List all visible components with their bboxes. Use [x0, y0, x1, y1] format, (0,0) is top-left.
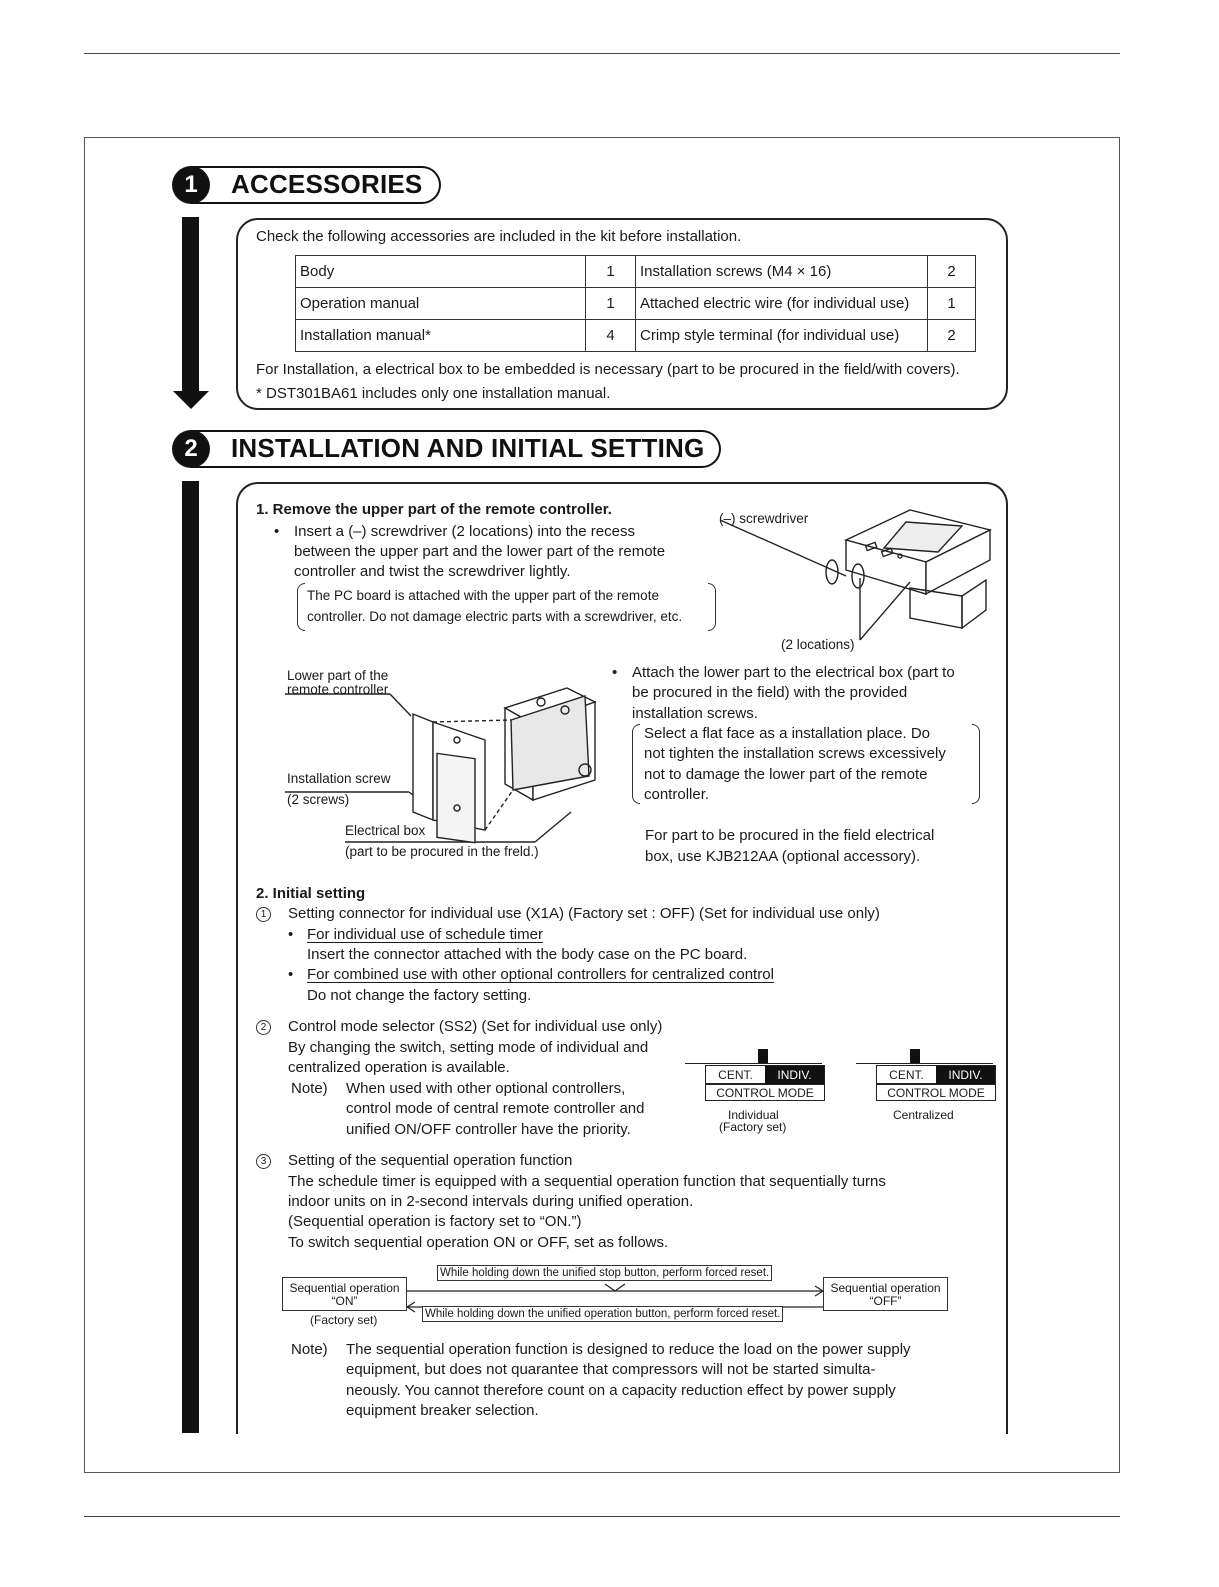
- section1-number: 1: [172, 166, 210, 204]
- accessories-note-box: For Installation, a electrical box to be embedded is necessary (part to be procured in the field/with covers).: [256, 361, 960, 378]
- step2-heading: 2. Initial setting: [256, 885, 366, 902]
- field-note-line: For part to be procured in the field electrical: [645, 827, 935, 844]
- attach-caution-line: Select a flat face as a installation place. Do: [644, 725, 930, 742]
- item2-note-line: control mode of central remote controller and: [346, 1100, 645, 1117]
- step1-line: Insert a (–) screwdriver (2 locations) into the recess: [294, 523, 635, 540]
- attach-line: be procured in the field) with the provided: [632, 684, 908, 701]
- switch1-knob: [758, 1049, 768, 1063]
- fig-label-locations: (2 locations): [781, 637, 855, 652]
- caution-line: The PC board is attached with the upper part of the remote: [307, 588, 659, 603]
- item3-line: indoor units on in 2-second intervals during unified operation.: [288, 1193, 694, 1210]
- section2-bar: [182, 481, 199, 1433]
- fig-label-screwdriver: (–) screwdriver: [719, 511, 809, 526]
- switch-cent-label: CENT.: [877, 1066, 936, 1084]
- table-cell: Body: [296, 256, 586, 288]
- item3-note-line: neously. You cannot therefore count on a capacity reduction effect by power supply: [346, 1382, 896, 1399]
- item3-note-line: equipment breaker selection.: [346, 1402, 539, 1419]
- switch1-caption: Individual: [728, 1108, 779, 1122]
- accessories-table: [295, 255, 976, 352]
- section1-arrow-head: [173, 391, 209, 411]
- fig-label-lower-part: remote controller: [287, 682, 389, 697]
- attach-caution-line: not tighten the installation screws excessively: [644, 745, 946, 762]
- section1-arrow-shaft: [182, 217, 199, 393]
- flow-on-label: Sequential operation: [289, 1281, 400, 1295]
- flow-label-operation: While holding down the unified operation button, perform forced reset.: [422, 1306, 783, 1322]
- step1-line: controller and twist the screwdriver lightly.: [294, 563, 571, 580]
- attach-line: Attach the lower part to the electrical box (part to: [632, 664, 955, 681]
- attach-line: installation screws.: [632, 705, 758, 722]
- switch-mode-label: CONTROL MODE: [877, 1084, 995, 1101]
- table-cell: 1: [586, 288, 636, 320]
- caution-bracket-left: [297, 583, 305, 631]
- item3-line: To switch sequential operation ON or OFF, set as follows.: [288, 1234, 669, 1251]
- item1-bullet1-text: Insert the connector attached with the body case on the PC board.: [307, 946, 748, 963]
- item1-bullet1: For individual use of schedule timer: [307, 926, 543, 943]
- table-cell: Crimp style terminal (for individual use): [636, 320, 928, 352]
- item2-line: centralized operation is available.: [288, 1059, 510, 1076]
- bullet-icon: •: [288, 926, 294, 943]
- item3-number: 3: [256, 1151, 271, 1172]
- field-note-line: box, use KJB212AA (optional accessory).: [645, 848, 921, 865]
- switch-mode-label: CONTROL MODE: [706, 1084, 824, 1101]
- switch1-caption: (Factory set): [719, 1120, 787, 1134]
- flow-on-note: (Factory set): [310, 1313, 378, 1327]
- item3-note-line: The sequential operation function is designed to reduce the load on the power supply: [346, 1341, 911, 1358]
- table-cell: 2: [928, 256, 976, 288]
- item1-text: Setting connector for individual use (X1A) (Factory set : OFF) (Set for individual use only): [288, 905, 880, 922]
- bullet-icon: •: [612, 664, 618, 681]
- caution-line: controller. Do not damage electric parts with a screwdriver, etc.: [307, 609, 683, 624]
- item2-number: 2: [256, 1017, 271, 1038]
- table-cell: 4: [586, 320, 636, 352]
- bullet-icon: •: [288, 966, 294, 983]
- fig-label-lower-part: Lower part of the: [287, 668, 389, 683]
- fig-label-install-screw: Installation screw: [287, 771, 391, 786]
- accessories-intro: Check the following accessories are included in the kit before installation.: [256, 228, 742, 245]
- switch1-rail: [685, 1063, 822, 1064]
- section1-title: ACCESSORIES: [231, 169, 423, 199]
- table-cell: Operation manual: [296, 288, 586, 320]
- item2-line: By changing the switch, setting mode of individual and: [288, 1039, 649, 1056]
- switch2-knob: [910, 1049, 920, 1063]
- step1-heading: 1. Remove the upper part of the remote controller.: [256, 501, 612, 518]
- section2-number: 2: [172, 430, 210, 468]
- item2-line: Control mode selector (SS2) (Set for individual use only): [288, 1018, 663, 1035]
- top-rule: [84, 53, 1120, 54]
- flow-box-off: [823, 1277, 948, 1311]
- fig-label-elec-box: Electrical box: [345, 823, 426, 838]
- attach-caution-line: controller.: [644, 786, 710, 803]
- item3-line: Setting of the sequential operation function: [288, 1152, 573, 1169]
- switch2-caption: Centralized: [893, 1108, 954, 1122]
- bullet-icon: •: [274, 523, 280, 540]
- flow-on-state: “ON”: [331, 1294, 358, 1308]
- switch-cent-label: CENT.: [706, 1066, 765, 1084]
- table-cell: Installation manual*: [296, 320, 586, 352]
- switch-indiv-label: INDIV.: [765, 1066, 824, 1084]
- table-cell: Attached electric wire (for individual use): [636, 288, 928, 320]
- fig-label-screws: (2 screws): [287, 792, 350, 807]
- electrical-box-illustration: [285, 680, 605, 850]
- item3-note-label: Note): [291, 1341, 328, 1358]
- table-cell: 1: [928, 288, 976, 320]
- item2-note-line: When used with other optional controllers,: [346, 1080, 626, 1097]
- table-cell: Installation screws (M4 × 16): [636, 256, 928, 288]
- flow-off-state: “OFF”: [869, 1294, 902, 1308]
- remote-controller-illustration: [700, 500, 1000, 660]
- control-mode-switch-individual: [705, 1065, 825, 1101]
- attach-bracket-right: [972, 724, 980, 804]
- control-mode-switch-centralized: [876, 1065, 996, 1101]
- item3-line: (Sequential operation is factory set to “ON.”): [288, 1213, 582, 1230]
- flow-off-label: Sequential operation: [830, 1281, 941, 1295]
- switch-indiv-label: INDIV.: [936, 1066, 995, 1084]
- item1-number: 1: [256, 904, 271, 925]
- item1-bullet2: For combined use with other optional controllers for centralized control: [307, 966, 774, 983]
- fig-label-elec-box-note: (part to be procured in the freld.): [345, 844, 539, 859]
- flow-label-stop: While holding down the unified stop button, perform forced reset.: [437, 1265, 772, 1281]
- table-row: [296, 320, 976, 352]
- table-cell: 2: [928, 320, 976, 352]
- step1-line: between the upper part and the lower part of the remote: [294, 543, 666, 560]
- item3-line: The schedule timer is equipped with a sequential operation function that sequentially turns: [288, 1173, 886, 1190]
- section2-title: INSTALLATION AND INITIAL SETTING: [231, 433, 705, 463]
- attach-bracket-left: [632, 724, 640, 804]
- item3-note-line: equipment, but does not quarantee that compressors will not be started simulta-: [346, 1361, 876, 1378]
- accessories-note-manual: * DST301BA61 includes only one installation manual.: [256, 385, 611, 402]
- flow-box-on: [282, 1277, 407, 1311]
- table-row: [296, 288, 976, 320]
- table-row: [296, 256, 976, 288]
- item2-note-label: Note): [291, 1080, 328, 1097]
- item2-note-line: unified ON/OFF controller have the priority.: [346, 1121, 631, 1138]
- item1-bullet2-text: Do not change the factory setting.: [307, 987, 532, 1004]
- bottom-rule: [84, 1516, 1120, 1517]
- switch2-rail: [856, 1063, 993, 1064]
- attach-caution-line: not to damage the lower part of the remote: [644, 766, 928, 783]
- table-cell: 1: [586, 256, 636, 288]
